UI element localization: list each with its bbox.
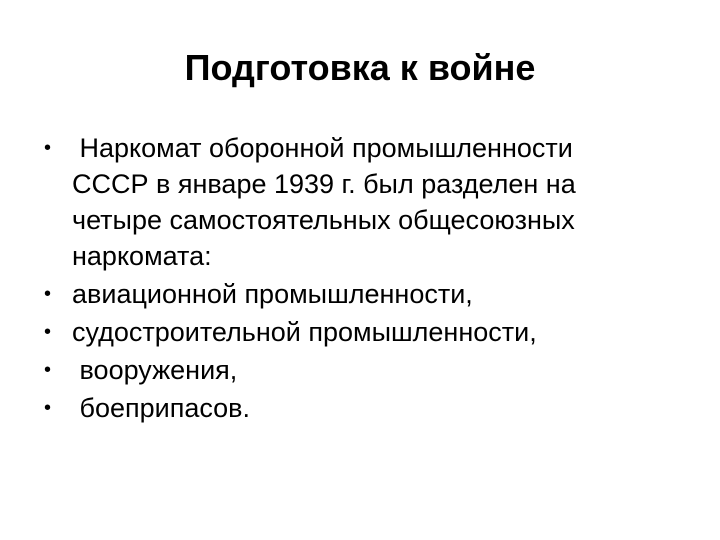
bullet-item	[44, 314, 684, 350]
bullet-marker: •	[44, 137, 52, 159]
bullet-text: боеприпасов.	[72, 393, 251, 423]
bullet-text: Наркомат оборонной промышленности СССР в январе 1939 г. был разделен на четыре самостоятельных общесоюзных наркомата:	[72, 133, 576, 271]
bullet-marker: •	[44, 397, 52, 419]
bullet-marker: •	[44, 359, 52, 381]
bullet-list	[44, 130, 684, 428]
bullet-marker: •	[44, 283, 52, 305]
slide-title: Подготовка к войне	[184, 47, 536, 88]
bullet-item	[44, 352, 684, 388]
bullet-item	[44, 276, 684, 312]
bullet-text: судостроительной промышленности,	[72, 317, 537, 347]
bullet-item	[44, 390, 684, 426]
bullet-text: авиационной промышленности,	[72, 279, 473, 309]
bullet-marker: •	[44, 321, 52, 343]
bullet-item	[44, 130, 684, 274]
bullet-text: вооружения,	[72, 355, 238, 385]
